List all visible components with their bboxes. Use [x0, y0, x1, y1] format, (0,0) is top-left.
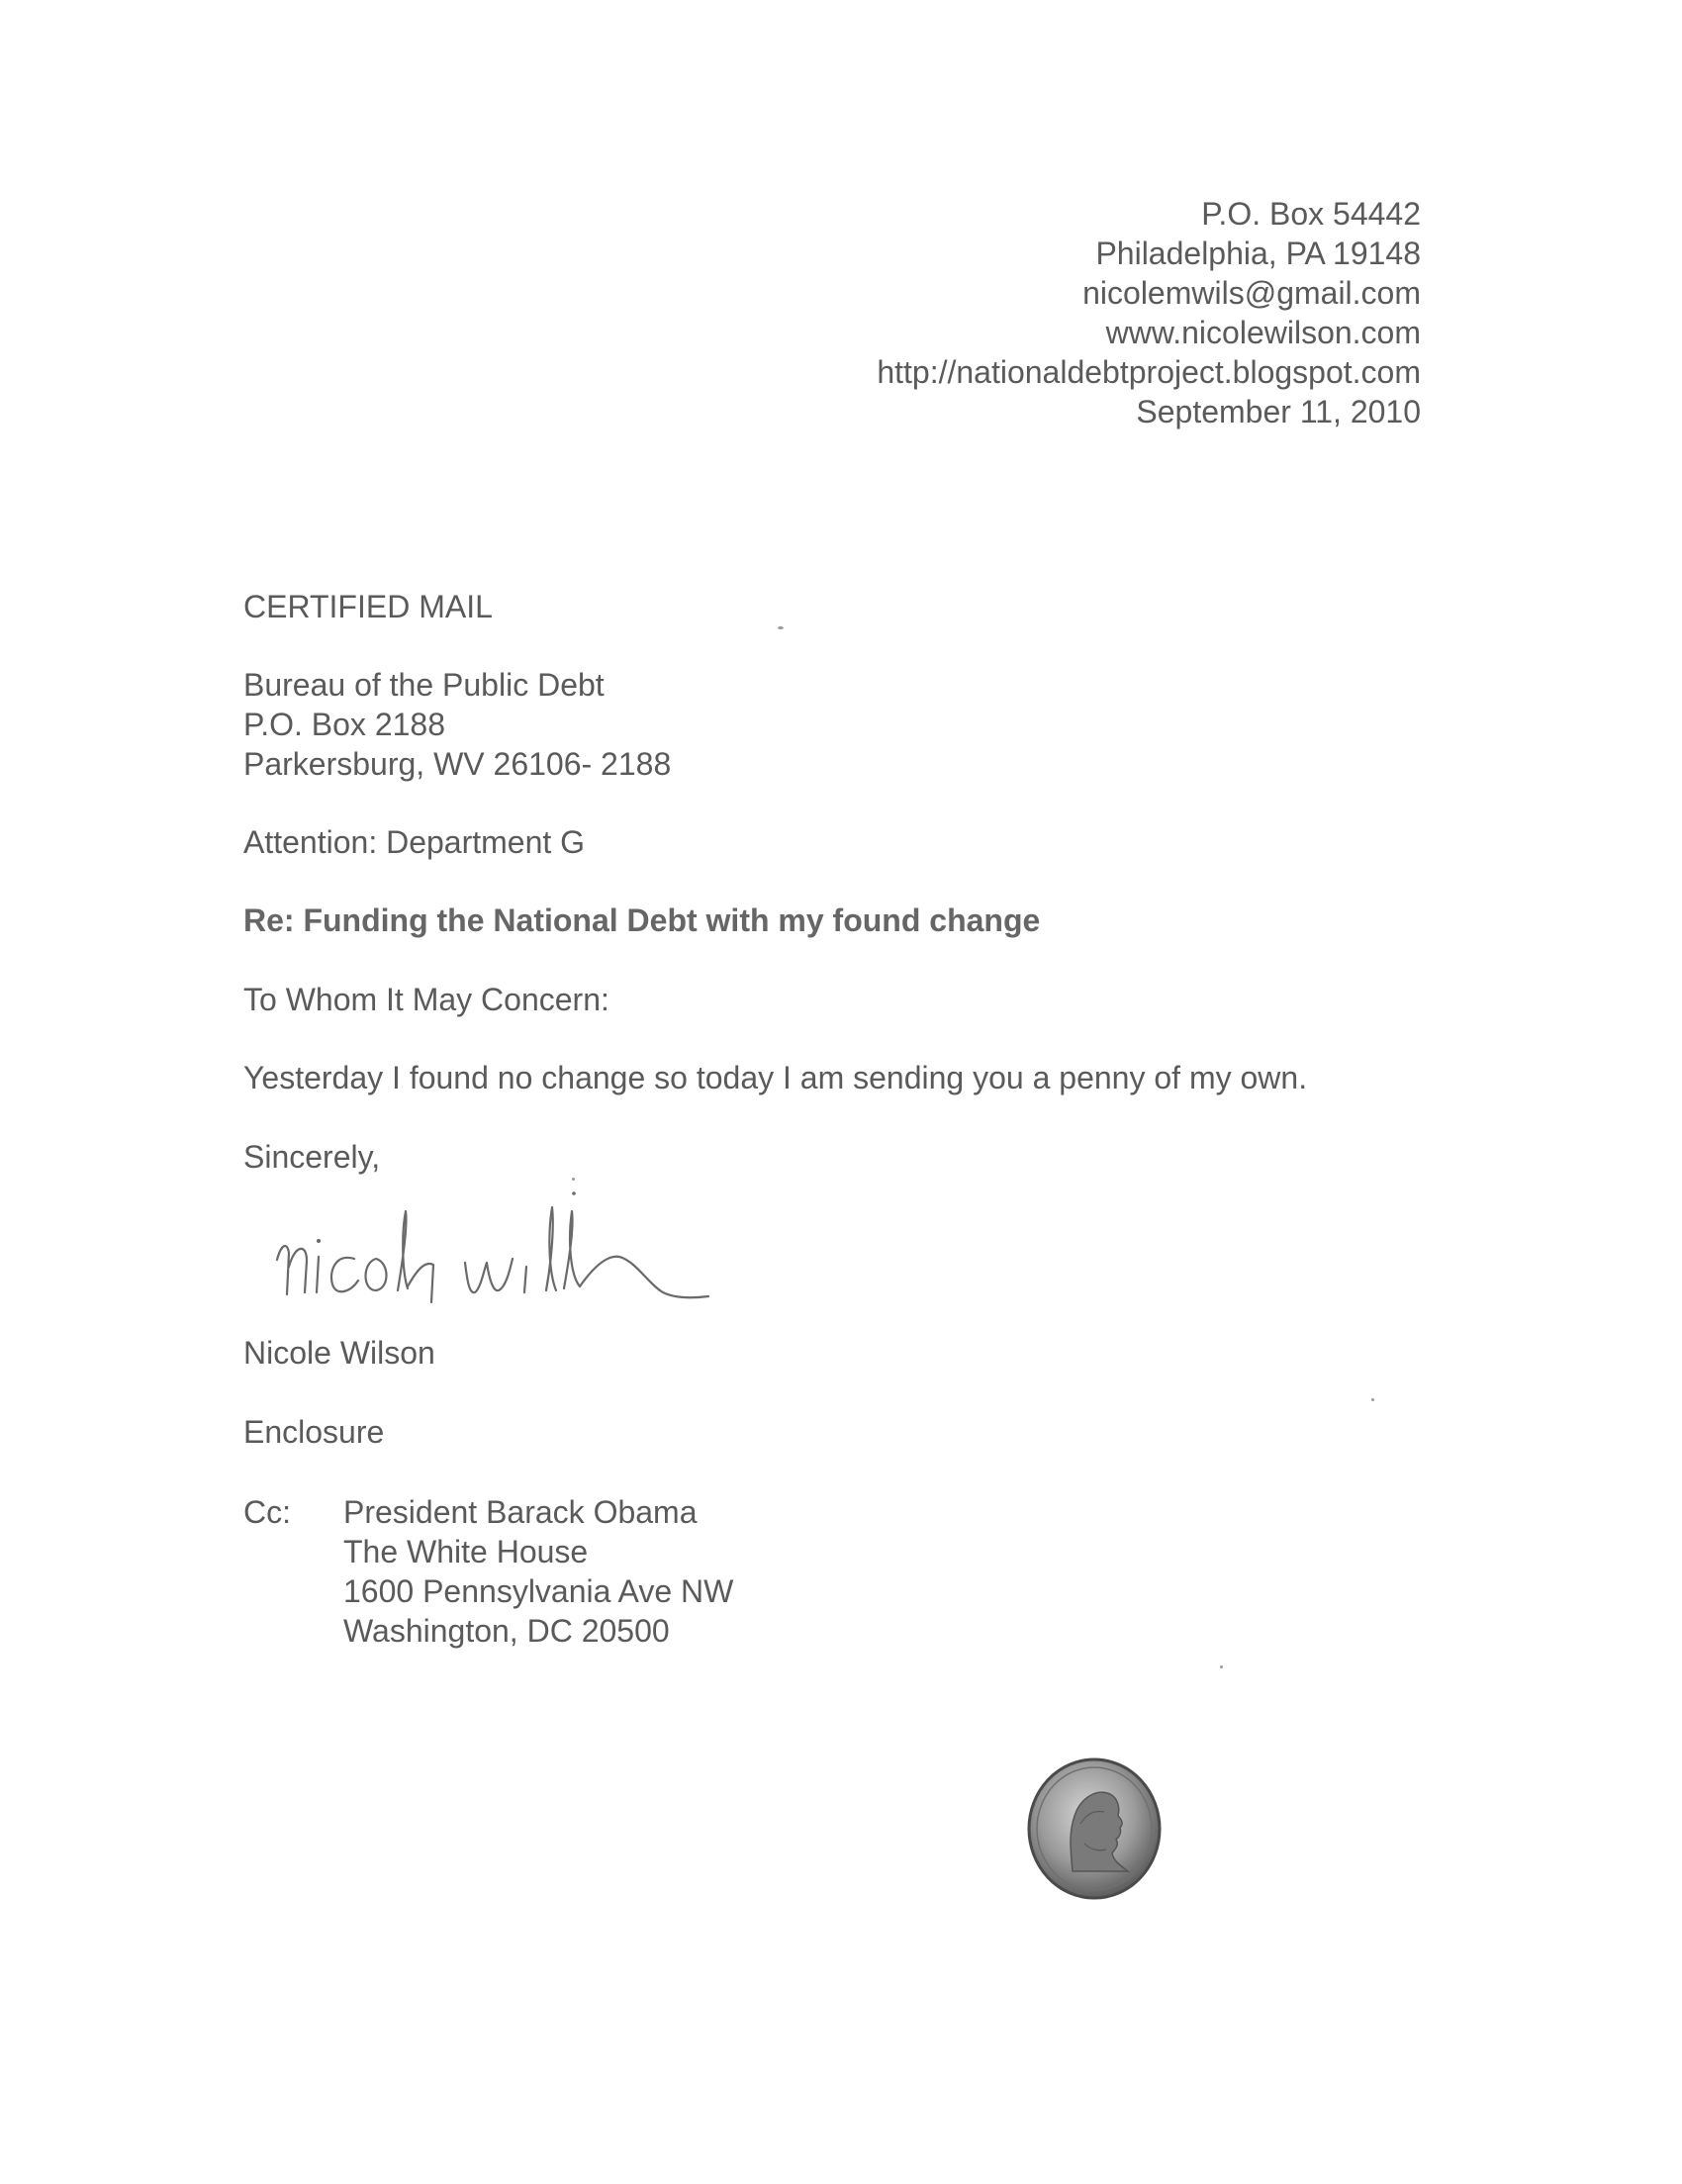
scan-speck	[572, 1178, 575, 1181]
enclosure-note: Enclosure	[243, 1414, 385, 1450]
recipient-address-block	[243, 665, 671, 784]
cc-address-block	[343, 1492, 733, 1651]
recipient-po-box: P.O. Box 2188	[243, 707, 445, 742]
recipient-city-state-zip: Parkersburg, WV 26106- 2188	[243, 746, 672, 782]
letter-date: September 11, 2010	[1136, 394, 1421, 429]
sender-blog-url: http://nationaldebtproject.blogspot.com	[877, 354, 1421, 390]
sender-city-state-zip: Philadelphia, PA 19148	[1095, 236, 1421, 271]
attention-line: Attention: Department G	[243, 824, 586, 860]
scan-speck	[1220, 1665, 1223, 1668]
cc-label: Cc:	[243, 1494, 291, 1530]
delivery-method: CERTIFIED MAIL	[243, 589, 493, 624]
letter-body: Yesterday I found no change so today I am sending you a penny of my own.	[243, 1060, 1308, 1095]
sender-po-box: P.O. Box 54442	[1201, 196, 1421, 232]
signer-name: Nicole Wilson	[243, 1335, 435, 1371]
cc-address-line1: The White House	[343, 1534, 589, 1569]
salutation: To Whom It May Concern:	[243, 982, 609, 1017]
sender-website: www.nicolewilson.com	[1105, 315, 1421, 350]
cc-address-line3: Washington, DC 20500	[343, 1613, 670, 1649]
penny-coin-icon	[1025, 1755, 1164, 1903]
scan-speck	[778, 626, 784, 629]
closing: Sincerely,	[243, 1139, 381, 1175]
cc-address-line2: 1600 Pennsylvania Ave NW	[343, 1573, 734, 1609]
scan-speck	[1371, 1398, 1374, 1401]
cc-name: President Barack Obama	[343, 1494, 698, 1530]
subject-line: Re: Funding the National Debt with my found change	[243, 902, 1041, 938]
recipient-name: Bureau of the Public Debt	[243, 667, 605, 703]
sender-address-block	[877, 194, 1421, 431]
handwritten-signature	[267, 1176, 782, 1324]
sender-email: nicolemwils@gmail.com	[1082, 275, 1421, 311]
